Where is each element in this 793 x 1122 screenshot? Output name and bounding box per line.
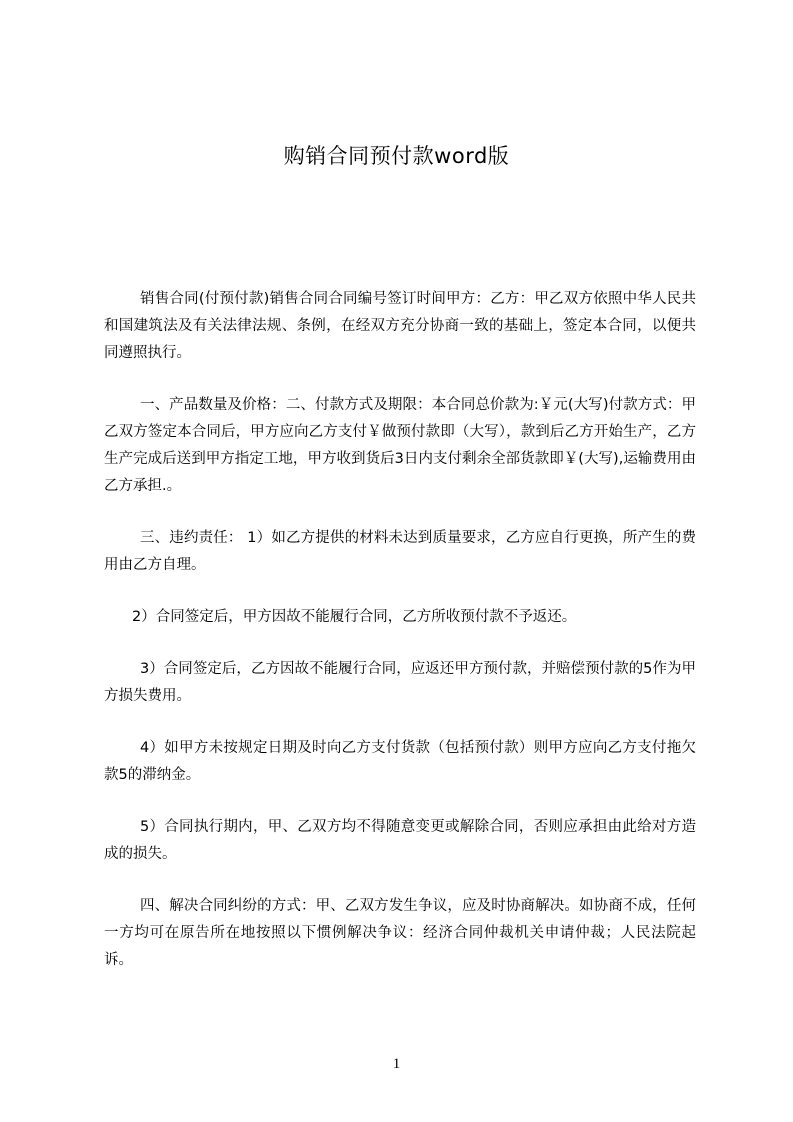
page-number: 1 [392, 1056, 401, 1072]
paragraph-liability-1: 三、违约责任： 1）如乙方提供的材料未达到质量要求，乙方应自行更换，所产生的费用由乙方自理。 [104, 530, 696, 573]
paragraph-liability-3: 3）合同签定后，乙方因故不能履行合同，应返还甲方预付款，并赔偿预付款的5作为甲方损失费用。 [104, 661, 696, 704]
document-title: 购销合同预付款word版 [283, 144, 510, 168]
paragraph-price-payment: 一、产品数量及价格：二、付款方式及期限：本合同总价款为:￥元(大写)付款方式：甲乙双方签定本合同后，甲方应向乙方支付￥做预付款即（大写），款到后乙方开始生产，乙方生产完成后送到甲方指定工地，甲方收到货后3日内支付剩余全部货款即￥(大写),运输费用由乙方承担.。 [104, 397, 696, 494]
paragraph-liability-2: 2）合同签定后，甲方因故不能履行合同，乙方所收预付款不予返还。 [132, 609, 577, 625]
paragraph-preamble: 销售合同(付预付款)销售合同合同编号签订时间甲方：乙方：甲乙双方依照中华人民共和国建筑法及有关法律法规、条例，在经双方充分协商一致的基础上，签定本合同，以便共同遵照执行。 [104, 291, 696, 361]
document-body [104, 286, 696, 999]
paragraph-liability-5: 5）合同执行期内，甲、乙双方均不得随意变更或解除合同，否则应承担由此给对方造成的损失。 [104, 819, 696, 862]
paragraph-liability-4: 4）如甲方未按规定日期及时向乙方支付货款（包括预付款）则甲方应向乙方支付拖欠款5的滞纳金。 [104, 740, 696, 783]
paragraph-dispute-resolution: 四、解决合同纠纷的方式：甲、乙双方发生争议，应及时协商解决。如协商不成，任何一方均可在原告所在地按照以下惯例解决争议：经济合同仲裁机关申请仲裁；人民法院起诉。 [104, 898, 696, 968]
